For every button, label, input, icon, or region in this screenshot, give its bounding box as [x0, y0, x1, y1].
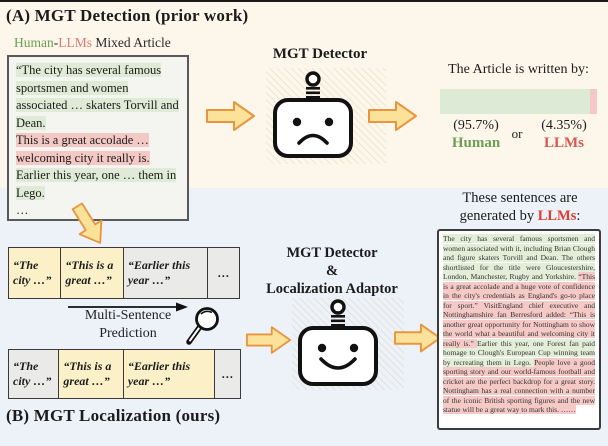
probability-bar	[440, 89, 597, 114]
article-human-segment-1: “The city has several famous sportsmen and women associated … skaters Torvill and Dean.	[16, 63, 179, 130]
detector-adaptor-title-line3: Localization Adaptor	[266, 281, 398, 298]
sentence-cell	[214, 349, 241, 399]
sentence-cell-text: “The city …”	[13, 258, 52, 287]
detector-adaptor-title	[243, 244, 421, 298]
sentence-cell	[58, 349, 124, 399]
article-human-segment-2: Earlier this year, one … them in Lego.	[16, 168, 177, 200]
article-ellipsis: …	[16, 203, 29, 217]
flow-arrow-icon	[206, 100, 256, 132]
llms-percentage: (4.35%)	[541, 118, 587, 133]
probability-bar-human	[440, 89, 590, 114]
result-b-heading-line2-pre: generated by	[459, 208, 538, 225]
figure-top-border	[0, 0, 608, 2]
detector-adaptor-title-line2: &	[325, 263, 339, 280]
probability-bar-llms	[590, 89, 597, 114]
result-b-heading-colon: :	[576, 208, 581, 225]
happy-robot-icon	[296, 298, 380, 392]
mixed-article-label-dash: -	[53, 35, 59, 50]
result-b-heading-llms: LLMs	[537, 208, 577, 225]
localized-human-segment-1: The city has several famous sportsmen and women associated with it, including Brian Clough and figure skaters Torvill and Dean. The others shortlisted for the title were Gloucestershire, London, Manchester, Rugby and Yorkshire.	[443, 234, 595, 282]
section-b-title: (B) MGT Localization (ours)	[6, 406, 221, 425]
sad-robot-icon	[271, 70, 355, 164]
localized-human-segment-2: Earlier this year, one Forest fan paid homage to Clough's European Cup winning team by recreating them in Lego.	[443, 338, 595, 367]
mixed-article-label	[14, 35, 171, 51]
localized-article-box	[437, 229, 601, 430]
result-b-heading-line2	[437, 207, 603, 225]
flow-arrow-icon	[246, 325, 292, 355]
or-label: or	[511, 126, 523, 141]
human-label: Human	[451, 135, 501, 151]
mixed-article-label-rest: Mixed Article	[92, 35, 171, 50]
multi-sentence-line1: Multi-Sentence	[84, 308, 172, 323]
llms-label: LLMs	[543, 135, 584, 151]
sentence-cell-text: …	[217, 265, 230, 280]
multi-sentence-line2: Prediction	[99, 326, 157, 342]
flow-arrow-icon	[368, 100, 418, 132]
multi-sentence-prediction-label	[55, 307, 201, 343]
mgt-detector-title: MGT Detector	[272, 46, 368, 62]
magnifier-icon	[184, 305, 224, 349]
sentence-cell	[207, 247, 240, 299]
sentence-row-original	[8, 247, 240, 299]
article-llm-segment: This is a great accolade … welcoming city it really is.	[16, 133, 150, 165]
mixed-article-label-human: Human	[14, 35, 54, 50]
result-b-heading	[437, 189, 603, 225]
sentence-cell-text: “This is a great …”	[63, 359, 112, 388]
detector-adaptor-title-line1: MGT Detector	[286, 245, 378, 261]
localized-llm-segment-1: “This is a great accolade and a huge vote of confidence in the city's credentials as England's go-to place for sport.” VisitEngland chief executive and Nottinghamshire fan Berresford added: “This is another great opportunity for Nottingham to show the world what a beautiful and welcoming city it really is.”	[443, 272, 595, 348]
result-b-heading-line1: These sentences are	[462, 190, 578, 206]
sentence-cell-text: …	[221, 366, 234, 381]
sentence-cell	[123, 349, 216, 399]
section-a-title: (A) MGT Detection (prior work)	[6, 6, 249, 25]
sentence-cell-text: “The city …”	[13, 359, 52, 388]
sentence-cell-text: “Earlier this year …”	[127, 359, 191, 388]
localized-llm-segment-2: People love a good sporting story and our world-famous football and cricket are the perfect backdrop for a great story. Nottingham has a real connection with a number of the iconic British sporting figures and the new statue will be a great way to mark this. ……	[443, 357, 595, 415]
sentence-cell	[60, 247, 124, 299]
sentence-cell	[123, 247, 209, 299]
sentence-cell	[8, 247, 62, 299]
flow-arrow-icon	[394, 322, 442, 354]
result-a-title: The Article is written by:	[448, 62, 589, 77]
human-percentage: (95.7%)	[453, 118, 499, 133]
sentence-cell	[8, 349, 60, 399]
sentence-row-predicted	[8, 349, 241, 399]
mixed-article-box	[7, 55, 189, 221]
sentence-cell-text: “This is a great …”	[65, 258, 114, 287]
mixed-article-label-llms: LLMs	[58, 35, 92, 50]
sentence-cell-text: “Earlier this year …”	[127, 258, 191, 287]
